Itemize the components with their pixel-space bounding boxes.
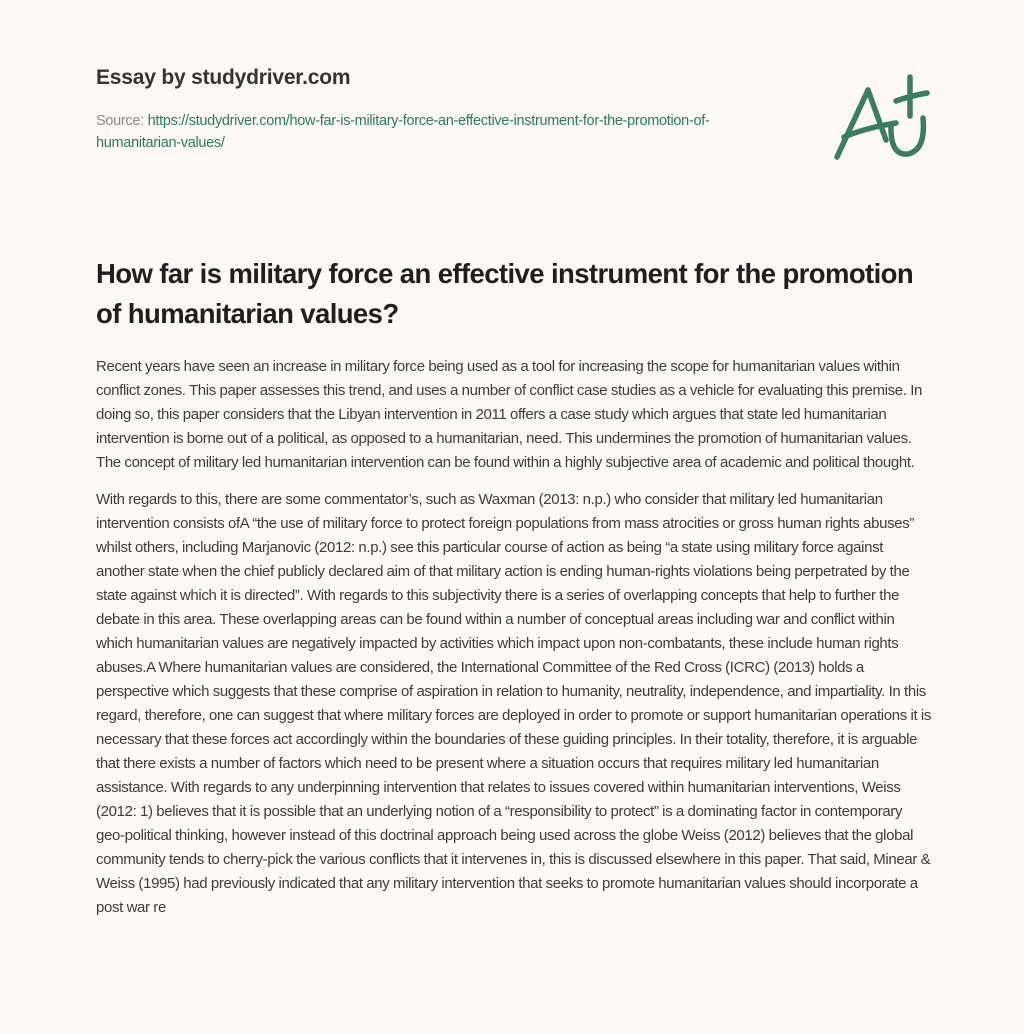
site-brand: Essay by studydriver.com [96,66,351,89]
essay-paragraph: With regards to this, there are some commentator’s, such as Waxman (2013: n.p.) who consider that military led humanitarian intervention consists ofA “the use of military force to protect foreign populations from mass atrocities or gross human rights abuses” whilst others, including Marjanovic (2012: n.p.) see this particular course of action as being “a state using military force against another state when the chief publicly declared aim of that military action is ending human-rights violations being perpetrated by the state against which it is directed”. With regards to this subjectivity there is a series of overlapping concepts that help to further the debate in this area. These overlapping areas can be found within a number of conceptual areas including war and conflict within which humanitarian values are negatively impacted by activities which impact upon non-combatants, these include human rights abuses.A Where humanitarian values are considered, the International Committee of the Red Cross (ICRC) (2013) holds a perspective which suggests that these comprise of aspiration in relation to humanity, neutrality, independence, and impartiality. In this regard, therefore, one can suggest that where military forces are deployed in order to promote or support humanitarian operations it is necessary that these forces act accordingly within the boundaries of these guiding principles. In their totality, therefore, it is arguable that there exists a number of factors which need to be present where a situation occurs that requires military led humanitarian assistance. With regards to any underpinning intervention that relates to issues covered within humanitarian interventions, Weiss (2012: 1) believes that it is possible that an underlying notion of a “responsibility to protect” is a dominating factor in contemporary geo-political thinking, however instead of this doctrinal approach being used across the globe Weiss (2012) believes that the global community tends to cherry-pick the various conflicts that it intervenes in, this is discussed elsewhere in this paper. That said, Minear & Weiss (1995) had previously indicated that any military intervention that seeks to promote humanitarian values should incorporate a post war re [96,491,932,916]
source-line [96,110,736,154]
essay-body [96,355,932,933]
header [96,62,736,154]
a-plus-grade-icon [820,60,935,175]
source-label: Source: [96,113,148,129]
source-link[interactable]: https://studydriver.com/how-far-is-military-force-an-effective-instrument-for-the-promotion-of-humanitarian-values/ [96,113,710,151]
essay-paragraph: Recent years have seen an increase in military force being used as a tool for increasing the scope for humanitarian values within conflict zones. This paper assesses this trend, and uses a number of conflict case studies as a vehicle for evaluating this premise. In doing so, this paper considers that the Libyan intervention in 2011 offers a case study which argues that state led humanitarian intervention is borne out of a political, as opposed to a humanitarian, need. This undermines the promotion of humanitarian values. The concept of military led humanitarian intervention can be found within a highly subjective area of academic and political thought. [96,358,923,471]
essay-title: How far is military force an effective instrument for the promotion of humanitarian values? [96,258,914,329]
